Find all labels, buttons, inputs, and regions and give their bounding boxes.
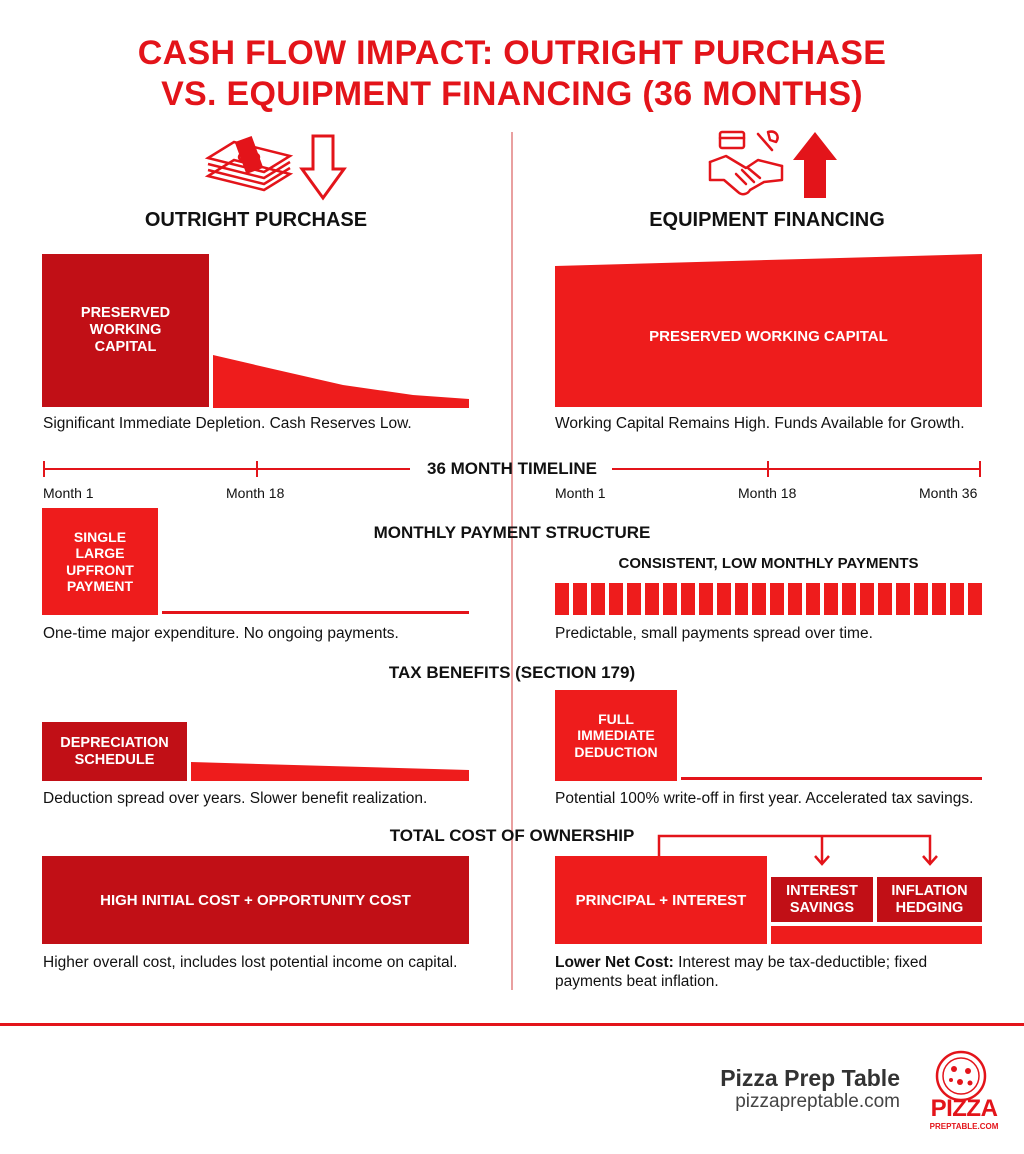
timeline-tick-label: Month 18 xyxy=(738,485,797,501)
left-payment-baseline xyxy=(162,611,469,614)
monthly-payment-bar xyxy=(681,583,695,615)
monthly-payment-bar xyxy=(770,583,784,615)
timeline-tick xyxy=(767,461,769,477)
monthly-payment-bar xyxy=(645,583,659,615)
monthly-payment-bar xyxy=(555,583,569,615)
right-capital-label: PRESERVED WORKING CAPITAL xyxy=(649,328,888,345)
inflation-hedging-box: INFLATION HEDGING xyxy=(877,877,982,922)
timeline-tick-label: Month 1 xyxy=(555,485,606,501)
timeline-line-right xyxy=(612,468,981,470)
monthly-payment-bar xyxy=(896,583,910,615)
left-tax-shape xyxy=(191,762,469,781)
monthly-payment-bar xyxy=(627,583,641,615)
monthly-payment-bar xyxy=(914,583,928,615)
timeline-line-left xyxy=(43,468,410,470)
page-title xyxy=(0,33,1024,115)
left-capital-caption: Significant Immediate Depletion. Cash Reserves Low. xyxy=(43,415,412,432)
monthly-payment-bars xyxy=(555,583,982,615)
left-payment-caption: One-time major expenditure. No ongoing payments. xyxy=(43,625,399,642)
brand-name: Pizza Prep Table xyxy=(720,1065,900,1091)
monthly-payment-bar xyxy=(752,583,766,615)
right-cost-base-bar xyxy=(771,926,982,944)
right-payment-caption: Predictable, small payments spread over time. xyxy=(555,625,873,642)
monthly-payment-bar xyxy=(573,583,587,615)
monthly-payment-bar xyxy=(609,583,623,615)
right-column-heading: EQUIPMENT FINANCING xyxy=(649,209,885,231)
monthly-payment-bar xyxy=(860,583,874,615)
cash-stack-icon xyxy=(204,132,294,194)
right-cost-box: PRINCIPAL + INTEREST xyxy=(555,856,767,944)
left-cost-box: HIGH INITIAL COST + OPPORTUNITY COST xyxy=(42,856,469,944)
brand-url[interactable]: pizzapreptable.com xyxy=(735,1091,900,1112)
pizza-preptable-logo xyxy=(920,1049,1008,1135)
monthly-payment-bar xyxy=(968,583,982,615)
monthly-payment-bar xyxy=(699,583,713,615)
down-arrow-icon xyxy=(299,133,347,201)
monthly-payment-bar xyxy=(950,583,964,615)
right-payment-heading: CONSISTENT, LOW MONTHLY PAYMENTS xyxy=(618,555,919,572)
monthly-payment-bar xyxy=(663,583,677,615)
up-arrow-icon xyxy=(791,130,839,200)
center-divider xyxy=(511,132,513,990)
handshake-icon xyxy=(706,128,786,200)
monthly-payment-bar xyxy=(788,583,802,615)
left-column-heading: OUTRIGHT PURCHASE xyxy=(144,209,368,231)
monthly-payment-bar xyxy=(591,583,605,615)
monthly-payment-bar xyxy=(735,583,749,615)
right-cost-caption-bold: Lower Net Cost: xyxy=(555,954,674,971)
timeline-label: 36 MONTH TIMELINE xyxy=(426,459,597,478)
monthly-payment-bar xyxy=(842,583,856,615)
left-capital-decline-shape xyxy=(213,355,469,408)
monthly-payment-bar xyxy=(717,583,731,615)
right-cost-caption-text: Interest may be tax-deductible; fixed payments beat inflation. xyxy=(555,954,928,990)
right-cost-caption xyxy=(555,953,975,991)
title-line-1: CASH FLOW IMPACT: OUTRIGHT PURCHASE xyxy=(137,34,887,72)
title-line-2: VS. EQUIPMENT FINANCING (36 MONTHS) xyxy=(161,75,863,113)
logo-word: PIZZA xyxy=(930,1095,998,1122)
tax-section-heading: TAX BENEFITS (SECTION 179) xyxy=(388,663,636,682)
left-tax-caption: Deduction spread over years. Slower benefit realization. xyxy=(43,790,428,807)
left-payment-box: SINGLE LARGE UPFRONT PAYMENT xyxy=(42,508,158,615)
monthly-payment-bar xyxy=(878,583,892,615)
logo-subtext: PREPTABLE.COM xyxy=(929,1122,999,1131)
timeline-tick xyxy=(979,461,981,477)
monthly-payment-bar xyxy=(806,583,820,615)
interest-savings-box: INTEREST SAVINGS xyxy=(771,877,873,922)
right-tax-baseline xyxy=(681,777,982,780)
left-capital-box: PRESERVED WORKING CAPITAL xyxy=(42,254,209,407)
cost-section-heading: TOTAL COST OF OWNERSHIP xyxy=(389,826,635,845)
monthly-payment-bar xyxy=(932,583,946,615)
timeline-tick xyxy=(43,461,45,477)
pizza-icon xyxy=(920,1049,1008,1101)
timeline-tick-label: Month 36 xyxy=(919,485,978,501)
right-tax-caption: Potential 100% write-off in first year. Accelerated tax savings. xyxy=(555,790,974,807)
timeline-tick xyxy=(256,461,258,477)
right-capital-caption: Working Capital Remains High. Funds Available for Growth. xyxy=(555,415,965,432)
payment-section-heading: MONTHLY PAYMENT STRUCTURE xyxy=(373,523,651,542)
timeline-tick-label: Month 18 xyxy=(226,485,285,501)
right-tax-box: FULL IMMEDIATE DEDUCTION xyxy=(555,690,677,781)
footer-divider xyxy=(0,1023,1024,1026)
left-cost-caption: Higher overall cost, includes lost potential income on capital. xyxy=(43,954,458,971)
timeline-tick-label: Month 1 xyxy=(43,485,94,501)
left-tax-box: DEPRECIATION SCHEDULE xyxy=(42,722,187,781)
monthly-payment-bar xyxy=(824,583,838,615)
